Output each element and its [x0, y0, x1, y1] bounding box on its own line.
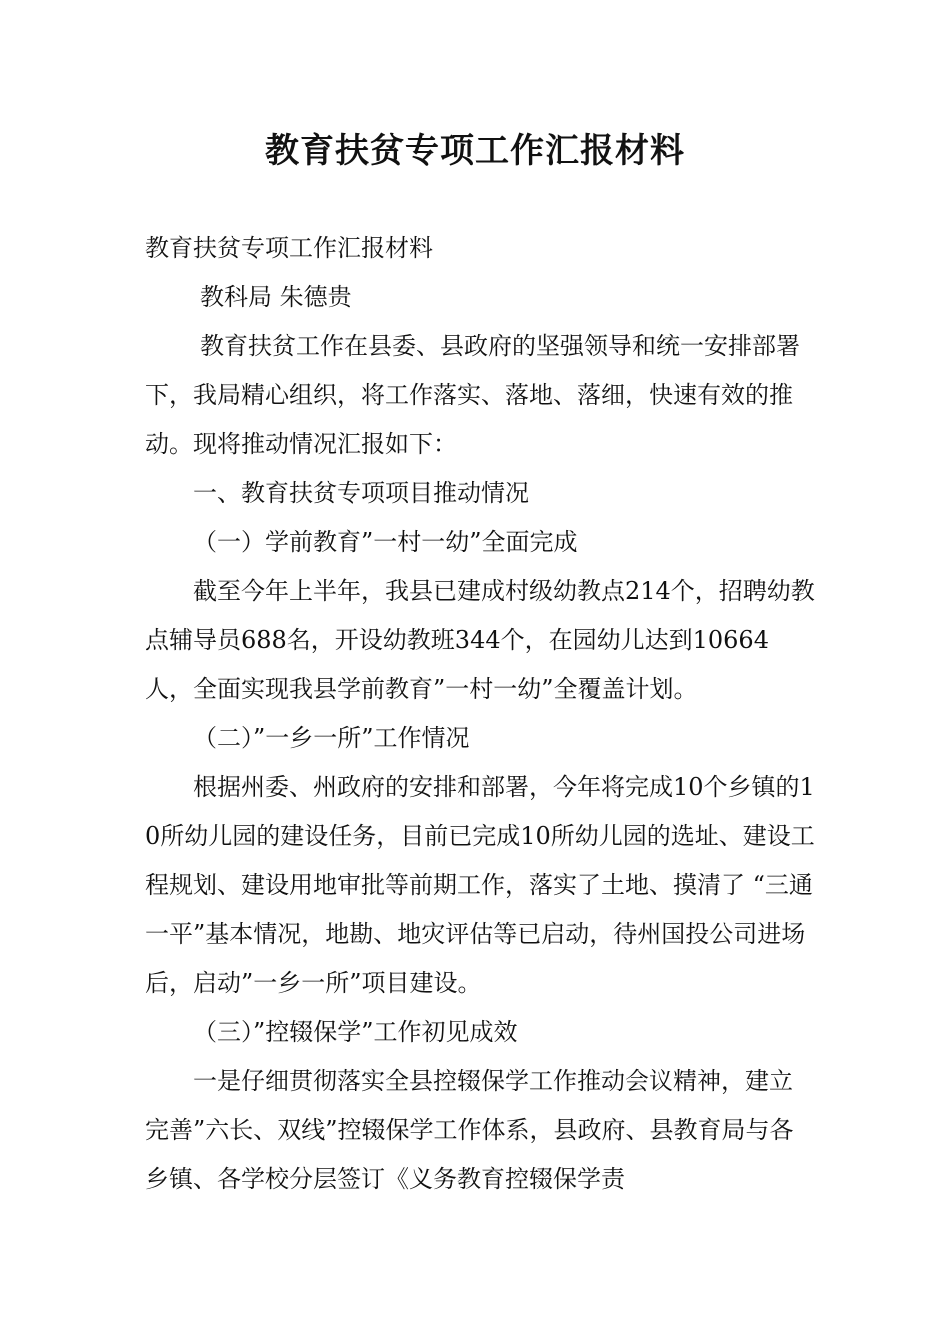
subtitle-line: 教育扶贫专项工作汇报材料 [145, 234, 433, 262]
subsection-heading-2: （二）”一乡一所”工作情况 [193, 724, 470, 752]
subsection-heading-1: （一）学前教育”一村一幼”全面完成 [193, 528, 578, 556]
body-paragraph-2: 根据州委、州政府的安排和部署，今年将完成10个乡镇的10所幼儿园的建设任务，目前已完成10所幼儿园的选址、建设工程规划、建设用地审批等前期工作，落实了土地、摸清了 “三通一平”基本情况，地勘、地灾评估等已启动，待州国投公司进场后，启动”一乡一所”项目建设。 [145, 773, 815, 997]
body-paragraph-1: 截至今年上半年，我县已建成村级幼教点214个，招聘幼教点辅导员688名，开设幼教班344个，在园幼儿达到10664人，全面实现我县学前教育”一村一幼”全覆盖计划。 [145, 577, 815, 703]
document-title: 教育扶贫专项工作汇报材料 [265, 131, 685, 171]
section-heading: 一、教育扶贫专项项目推动情况 [193, 479, 529, 507]
subsection-heading-3: （三）”控辍保学”工作初见成效 [193, 1018, 518, 1046]
body-paragraph-3: 一是仔细贯彻落实全县控辍保学工作推动会议精神，建立完善”六长、双线”控辍保学工作体系，县政府、县教育局与各乡镇、各学校分层签订《义务教育控辍保学责 [145, 1067, 794, 1193]
document-body [145, 224, 815, 1204]
intro-paragraph: 教育扶贫工作在县委、县政府的坚强领导和统一安排部署下，我局精心组织，将工作落实、落地、落细，快速有效的推动。现将推动情况汇报如下： [145, 332, 800, 458]
author-line: 教科局 朱德贵 [200, 283, 352, 311]
